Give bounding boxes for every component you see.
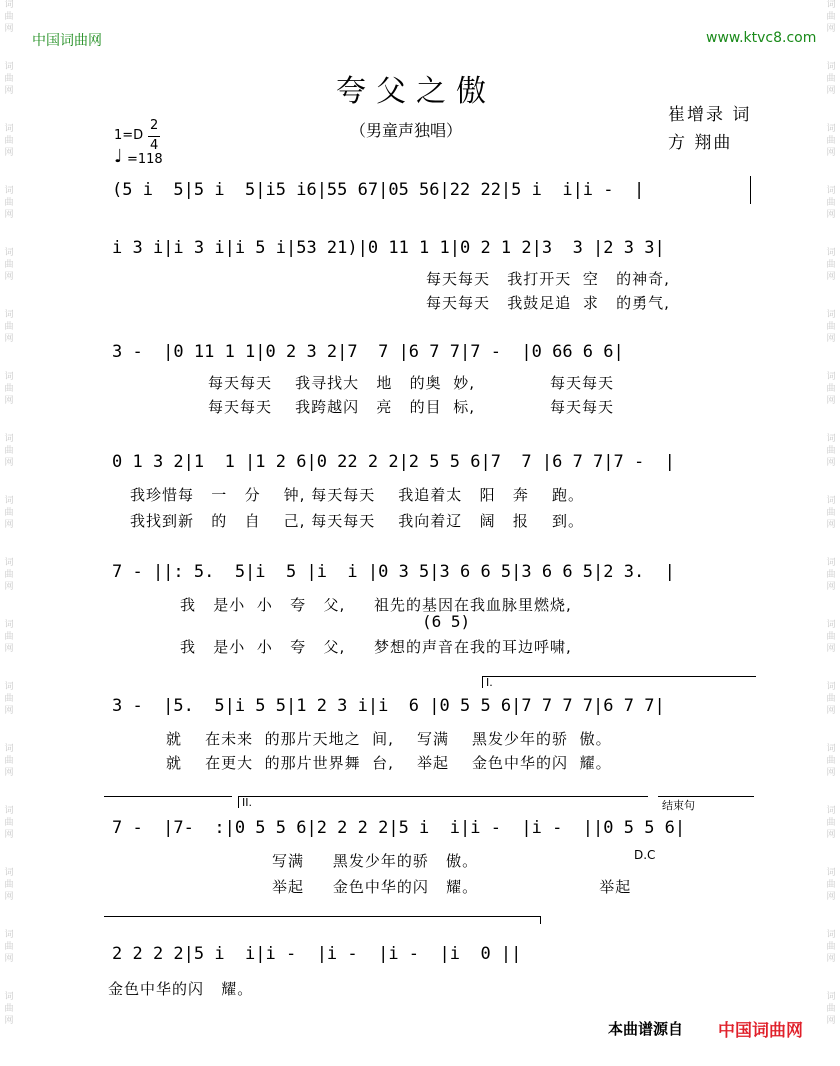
volta-1-hook [482,676,483,688]
lyrics-row-7-verse-2: 举起 金色中华的闪 耀。 举起 [272,878,632,896]
lyrics-row-3-verse-2: 每天每天 我跨越闪 亮 的目 标, 每天每天 [208,398,614,416]
lyrics-row-6-verse-1: 就 在未来 的那片天地之 间, 写满 黑发少年的骄 傲。 [166,730,612,748]
lyrics-row-4-verse-1: 我珍惜每 一 分 钟, 每天每天 我追着太 阳 奔 跑。 [130,486,584,504]
notation-row-1: (5 i 5|5 i 5|i5 i6|55 67|05 56|22 22|5 i i|i - | [112,180,645,200]
volta-1-label: I. [486,676,493,689]
ending-label: 结束句 [662,799,695,812]
notation-row-8: 2 2 2 2|5 i i|i - |i - |i - |i 0 || [112,944,522,964]
song-subtitle: （男童声独唱） [350,121,463,140]
notation-row-7: 7 - |7- :|0 5 5 6|2 2 2 2|5 i i|i - |i - ||0 5 5 6| [112,818,686,838]
notation-row-3: 3 - |0 11 1 1|0 2 3 2|7 7 |6 7 7|7 - |0 66 6 6| [112,342,624,362]
notation-row-2: i 3 i|i 3 i|i 5 i|53 21)|0 11 1 1|0 2 1 2|3 3 |2 3 3| [112,238,665,258]
lyrics-row-8: 金色中华的闪 耀。 [108,980,254,998]
time-signature-line [148,136,160,137]
volta-2-bracket [238,796,648,797]
left-watermark-strip: 词 曲 网 词 曲 网 词 曲 网 词 曲 网 词 曲 网 词 曲 网 词 曲 网 词 曲 网 词 曲 网 词 曲 网 词 曲 网 词 曲 网 词 曲 网 词 曲 网 词 曲 网 词 曲 网 词 曲 网 [4,0,14,1026]
notation-row-4: 0 1 3 2|1 1 |1 2 6|0 22 2 2|2 5 5 6|7 7 |6 7 7|7 - | [112,452,675,472]
tempo-marking: =118 [127,152,163,167]
time-signature-bottom: 4 [150,138,159,153]
alternate-notes: (6 5) [422,612,471,631]
right-watermark-strip: 词 曲 网 词 曲 网 词 曲 网 词 曲 网 词 曲 网 词 曲 网 词 曲 网 词 曲 网 词 曲 网 词 曲 网 词 曲 网 词 曲 网 词 曲 网 词 曲 网 词 曲 网 词 曲 网 词 曲 网 [826,0,836,1026]
lyrics-row-5-verse-2: 我 是小 小 夸 父, 梦想的声音在我的耳边呼啸, [180,638,572,656]
lyrics-row-2-verse-2: 每天每天 我鼓足追 求 的勇气, [426,294,670,312]
key-signature: 1=D [114,128,144,143]
header-site-url[interactable]: www.ktvc8.com [706,30,817,46]
lyrics-row-7-verse-1: 写满 黑发少年的骄 傲。 [272,852,479,870]
lyrics-row-5-verse-1: 我 是小 小 夸 父, 祖先的基因在我血脉里燃烧, [180,596,572,614]
lyrics-row-6-verse-2: 就 在更大 的那片世界舞 台, 举起 金色中华的闪 耀。 [166,754,612,772]
end-barline [750,176,751,204]
lyrics-row-4-verse-2: 我找到新 的 自 己, 每天每天 我向着辽 阔 报 到。 [130,512,584,530]
notation-row-6: 3 - |5. 5|i 5 5|1 2 3 i|i 6 |0 5 5 6|7 7 7 7|6 7 7| [112,696,665,716]
dc-marking: D.C [634,848,656,862]
ending-hook [540,916,541,924]
header-site-name[interactable]: 中国词曲网 [32,33,102,49]
footer-source-label: 本曲谱源自 [608,1020,684,1038]
quarter-note-icon: ♩ [114,146,123,167]
composer-credit: 方 翔曲 [668,133,733,153]
notation-row-5: 7 - ||: 5. 5|i 5 |i i |0 3 5|3 6 6 5|3 6 6 5|2 3. | [112,562,675,582]
volta-2-label: II. [242,796,252,809]
volta-1-bracket [482,676,756,677]
time-signature-top: 2 [150,118,159,133]
volta-2-hook [238,796,239,808]
lyricist-credit: 崔增录 词 [668,105,752,125]
lyrics-row-3-verse-1: 每天每天 我寻找大 地 的奥 妙, 每天每天 [208,374,614,392]
volta-1-continuation [104,796,232,797]
ending-continuation [104,916,540,917]
footer-source-site[interactable]: 中国词曲网 [718,1021,803,1041]
song-title: 夸父之傲 [336,74,496,109]
lyrics-row-2-verse-1: 每天每天 我打开天 空 的神奇, [426,270,670,288]
